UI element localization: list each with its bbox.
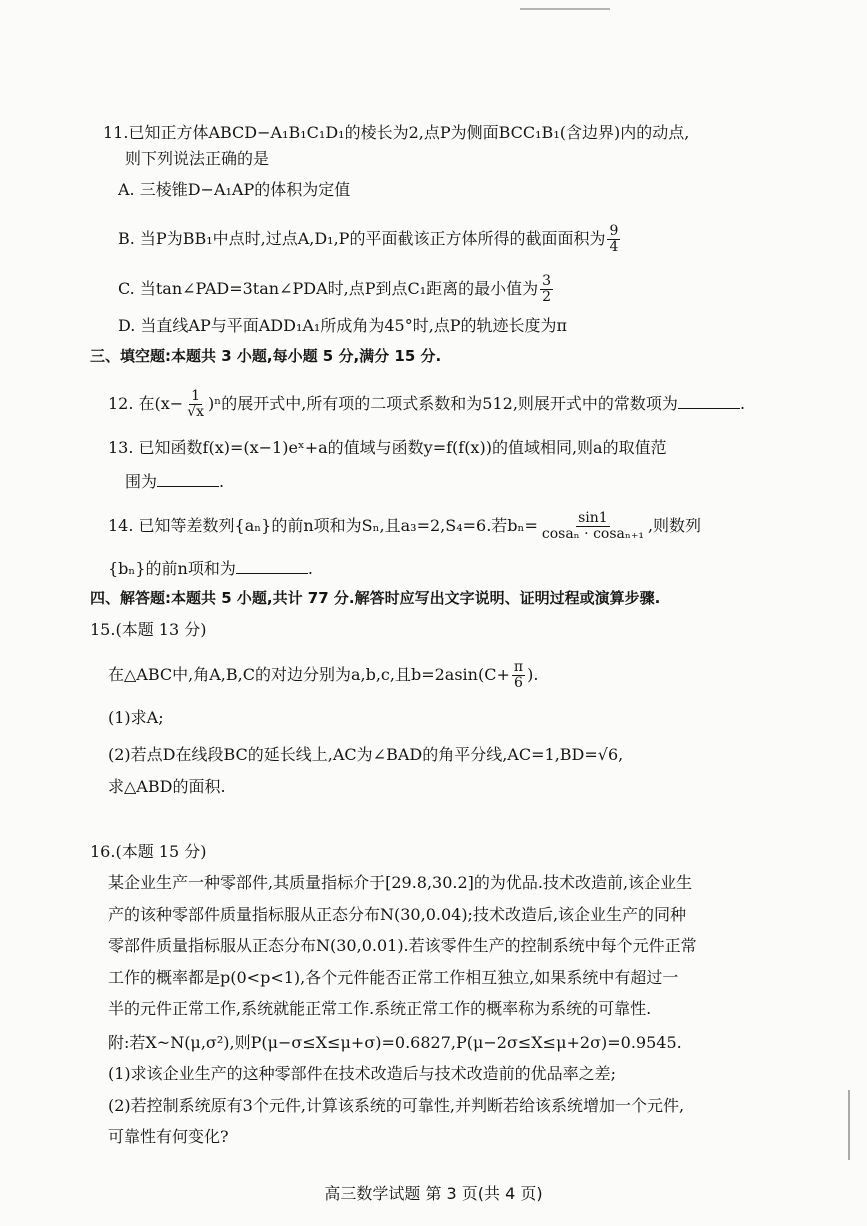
q16-line5: 半的元件正常工作,系统就能正常工作.系统正常工作的概率称为系统的可靠性. <box>108 999 652 1018</box>
q14-line1 <box>108 511 701 542</box>
q14-text-post: ,则数列 <box>647 516 702 535</box>
fraction-numerator: 1 <box>191 388 201 404</box>
q16-appendix: 附:若X~N(μ,σ²),则P(μ−σ≤X≤μ+σ)=0.6827,P(μ−2σ≤X≤μ+2σ)=0.9545. <box>108 1033 682 1052</box>
q14-line2 <box>108 555 313 581</box>
q15-stem <box>108 660 538 691</box>
q15-part2-line1: (2)若点D在线段BC的延长线上,AC为∠BAD的角平分线,AC=1,BD=√6, <box>108 745 624 764</box>
q11-option-d: D. 当直线AP与平面ADD₁A₁所成角为45°时,点P的轨迹长度为π <box>118 316 568 335</box>
q14-text-pre: 14. 已知等差数列{aₙ}的前n项和为Sₙ,且a₃=2,S₄=6.若bₙ= <box>108 516 538 535</box>
q11-option-b <box>118 224 622 255</box>
answer-blank <box>678 390 740 409</box>
q12-fraction <box>185 389 206 420</box>
q11-option-a: A. 三棱锥D−A₁AP的体积为定值 <box>118 180 351 199</box>
page-footer: 高三数学试题 第 3 页(共 4 页) <box>324 1184 543 1203</box>
q11-stem-line2: 则下列说法正确的是 <box>125 149 270 168</box>
scan-mark <box>848 1090 850 1160</box>
fraction-denominator: cosaₙ · cosaₙ₊₁ <box>541 526 644 542</box>
q16-part1: (1)求该企业生产的这种零部件在技术改造后与技术改造前的优品率之差; <box>108 1064 617 1083</box>
q15-part2-line2: 求△ABD的面积. <box>108 777 226 796</box>
fraction-denominator: 4 <box>609 239 619 255</box>
q15-part1: (1)求A; <box>108 708 164 727</box>
section-4-title: 四、解答题:本题共 5 小题,共计 77 分.解答时应写出文字说明、证明过程或演算步骤. <box>90 589 661 607</box>
q15-stem-pre: 在△ABC中,角A,B,C的对边分别为a,b,c,且b=2asin(C+ <box>108 665 510 684</box>
q11-option-b-fraction <box>607 224 620 255</box>
q16-line4: 工作的概率都是p(0<p<1),各个元件能否正常工作相互独立,如果系统中有超过一 <box>108 968 679 987</box>
q13-end: . <box>219 472 225 491</box>
q14-end: . <box>307 559 313 578</box>
q15-stem-post: ). <box>527 665 539 684</box>
q13-line2-text: 围为 <box>125 472 158 491</box>
q11-option-b-text: B. 当P为BB₁中点时,过点A,D₁,P的平面截该正方体所得的截面面积为 <box>118 229 606 248</box>
fraction-numerator: 9 <box>609 223 619 239</box>
q16-line3: 零部件质量指标服从正态分布N(30,0.01).若该零件生产的控制系统中每个元件正常 <box>108 936 697 955</box>
q11-stem-line1: 11.已知正方体ABCD−A₁B₁C₁D₁的棱长为2,点P为侧面BCC₁B₁(含边界)内的动点, <box>103 123 690 142</box>
q11-option-c-fraction <box>540 274 553 305</box>
q12-end: . <box>739 394 746 413</box>
q14-fraction <box>540 511 646 542</box>
scan-mark <box>520 8 610 10</box>
q11-option-c-text: C. 当tan∠PAD=3tan∠PDA时,点P到点C₁距离的最小值为 <box>118 279 539 298</box>
section-3-title: 三、填空题:本题共 3 小题,每小题 5 分,满分 15 分. <box>90 347 442 365</box>
fraction-denominator: √x <box>187 404 205 420</box>
q13-line1: 13. 已知函数f(x)=(x−1)eˣ+a的值域与函数y=f(f(x))的值域相同,则a的取值范 <box>108 438 667 457</box>
q11-option-c <box>118 274 555 305</box>
fraction-numerator: sin1 <box>578 510 608 526</box>
q14-line2-text: {bₙ}的前n项和为 <box>108 559 236 578</box>
q16-heading: 16.(本题 15 分) <box>90 842 207 861</box>
fraction-numerator: π <box>513 659 524 675</box>
q13-line2 <box>125 468 224 494</box>
q16-line2: 产的该种零部件质量指标服从正态分布N(30,0.04);技术改造后,该企业生产的同种 <box>108 905 687 924</box>
q16-line1: 某企业生产一种零部件,其质量指标介于[29.8,30.2]的为优品.技术改造前,该企业生 <box>108 873 693 892</box>
fraction-denominator: 6 <box>514 675 523 691</box>
q12-text-pre: 12. 在(x− <box>108 394 184 413</box>
q16-part2-line2: 可靠性有何变化? <box>108 1127 229 1146</box>
q12-text-post: )ⁿ的展开式中,所有项的二项式系数和为512,则展开式中的常数项为 <box>208 394 678 413</box>
fraction-denominator: 2 <box>542 289 552 305</box>
q12 <box>108 389 745 420</box>
q16-part2-line1: (2)若控制系统原有3个元件,计算该系统的可靠性,并判断若给该系统增加一个元件, <box>108 1096 685 1115</box>
fraction-numerator: 3 <box>542 273 552 289</box>
q15-fraction <box>512 660 525 691</box>
answer-blank <box>236 555 308 574</box>
q15-heading: 15.(本题 13 分) <box>90 620 207 639</box>
answer-blank <box>157 468 219 487</box>
